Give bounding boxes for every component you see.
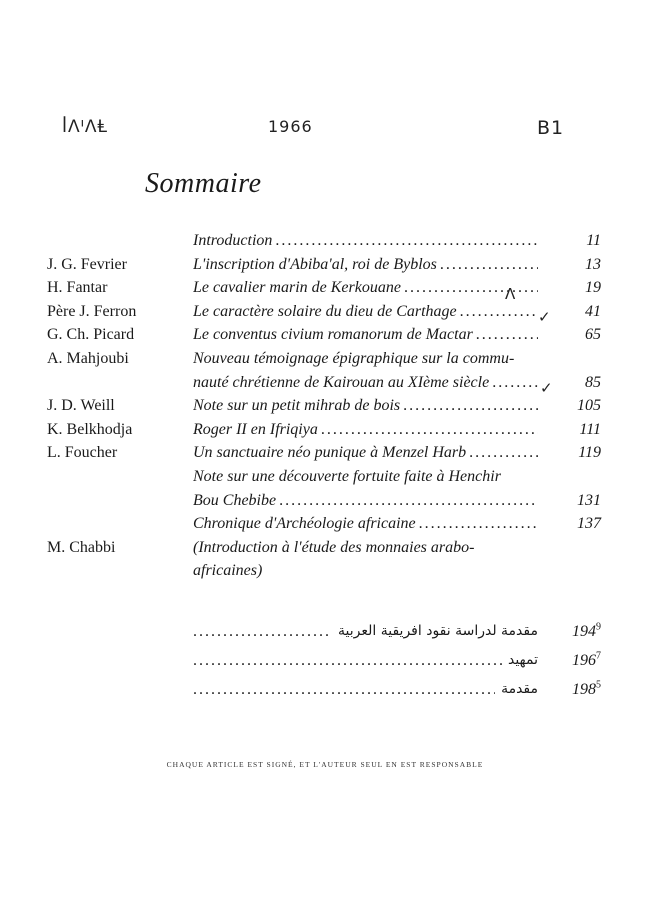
- toc-title: [193, 229, 538, 252]
- toc-page-number-alt: 5: [596, 679, 601, 691]
- toc-leader-dots: [193, 649, 502, 672]
- footer-note: CHAQUE ARTICLE EST SIGNÉ, ET L'AUTEUR SEUL EN EST RESPONSABLE: [166, 760, 484, 769]
- toc-page-number-main: 198: [572, 681, 596, 698]
- toc-page-number: 137: [577, 515, 601, 533]
- toc-page-number: [572, 678, 601, 701]
- toc-title: [193, 300, 538, 323]
- toc-leader-dots: [279, 489, 538, 512]
- toc-page-number: 119: [578, 444, 601, 462]
- toc-line: [0, 559, 650, 582]
- toc-title-text: Introduction: [193, 232, 273, 249]
- toc-page-number: 65: [585, 326, 601, 344]
- toc-leader-dots: [469, 441, 538, 464]
- toc-page-number: 13: [585, 255, 601, 273]
- toc-author: Père J. Ferron: [47, 302, 137, 320]
- toc-line: [0, 512, 650, 535]
- toc-title: [193, 418, 538, 441]
- toc-title: [193, 465, 538, 488]
- toc-title: [193, 276, 538, 299]
- toc-line: [0, 489, 650, 512]
- handwritten-check-1: ✓: [538, 308, 551, 326]
- toc-title-text: Le conventus civium romanorum de Mactar: [193, 326, 473, 344]
- toc-title: [193, 489, 538, 512]
- toc-title-text: Chronique d'Archéologie africaine: [193, 515, 416, 533]
- toc-leader-dots: [492, 371, 538, 394]
- handwritten-note-left: ꟾ‎ɅᑊɅⱠ: [62, 117, 109, 137]
- handwritten-check-2: ✓: [540, 379, 553, 397]
- toc-title: [193, 394, 538, 417]
- toc-author: G. Ch. Picard: [47, 326, 135, 344]
- toc-arabic-line: [0, 678, 650, 701]
- toc-author: M. Chabbi: [47, 538, 116, 556]
- toc-title: [193, 512, 538, 535]
- toc-leader-dots: [193, 678, 495, 701]
- toc-author: K. Belkhodja: [47, 420, 133, 438]
- toc-arabic-text: مقدمة لدراسة نقود افريقية العربية: [338, 623, 538, 639]
- toc-page-number-main: 194: [572, 623, 596, 640]
- toc-title: [193, 323, 538, 346]
- toc-title-text: Le caractère solaire du dieu de Carthage: [193, 302, 457, 320]
- toc-arabic-line: [0, 620, 650, 643]
- toc-line: [0, 441, 650, 464]
- toc-author: J. D. Weill: [47, 397, 115, 415]
- toc-leader-dots: [403, 394, 538, 417]
- toc-line: [0, 229, 650, 252]
- toc-page-number-alt: 9: [596, 621, 601, 633]
- toc-arabic-title: [193, 649, 538, 672]
- toc-arabic-text: مقدمة: [501, 681, 538, 697]
- toc-title-text: Roger II en Ifriqiya: [193, 420, 318, 438]
- toc-title: [193, 559, 538, 582]
- toc-title-text: Note sur une découverte fortuite faite à Henchir: [193, 468, 501, 485]
- toc-author: J. G. Fevrier: [47, 255, 127, 273]
- handwritten-note-right: B1: [537, 117, 565, 139]
- toc-line: [0, 253, 650, 276]
- toc-page-number: 111: [579, 420, 601, 438]
- toc-title: [193, 347, 538, 370]
- toc-page-number: [572, 620, 601, 643]
- toc-page-number: 11: [586, 232, 601, 249]
- toc-page-number-alt: 7: [596, 650, 601, 662]
- toc-title-text: africaines): [193, 562, 263, 580]
- toc-arabic-line: [0, 649, 650, 672]
- toc-arabic-title: [193, 620, 538, 643]
- toc-page-number: [572, 649, 601, 672]
- toc-page-number-main: 196: [572, 652, 596, 669]
- toc-page-number: 85: [585, 373, 601, 391]
- toc-page-number: 105: [577, 397, 601, 415]
- toc-line: [0, 276, 650, 299]
- toc-line: [0, 394, 650, 417]
- toc-title-text: Un sanctuaire néo punique à Menzel Harb: [193, 444, 467, 462]
- toc-title-text: Bou Chebibe: [193, 491, 277, 509]
- toc-title: [193, 536, 538, 559]
- handwritten-year: 1966: [268, 117, 313, 136]
- toc-arabic-title: [193, 678, 538, 701]
- toc-title-text: nauté chrétienne de Kairouan au XIème siècle: [193, 373, 490, 391]
- toc-title-text: Nouveau témoignage épigraphique sur la commu-: [193, 350, 515, 367]
- toc-leader-dots: [460, 300, 538, 323]
- toc-page-number: 41: [585, 302, 601, 320]
- toc-author: A. Mahjoubi: [47, 350, 129, 367]
- toc-leader-dots: [321, 418, 538, 441]
- toc-title-text: Note sur un petit mihrab de bois: [193, 397, 401, 415]
- toc-leader-dots: [419, 512, 538, 535]
- toc-title: [193, 441, 538, 464]
- toc-leader-dots: [404, 276, 538, 299]
- toc-line: [0, 418, 650, 441]
- toc-arabic-text: تمهيد: [507, 652, 538, 668]
- toc-page-number: 131: [577, 491, 601, 509]
- page-title: Sommaire: [145, 168, 262, 199]
- toc-leader-dots: [476, 323, 538, 346]
- toc-title: [193, 371, 538, 394]
- toc-leader-dots: [193, 620, 332, 643]
- handwritten-mark-1: Λ: [505, 285, 516, 303]
- toc-title-text: Le cavalier marin de Kerkouane: [193, 279, 401, 297]
- toc-leader-dots: [275, 229, 538, 252]
- toc-line: [0, 347, 650, 370]
- toc-title-text: (Introduction à l'étude des monnaies arabo-: [193, 538, 475, 556]
- toc-title: [193, 253, 538, 276]
- toc-line: [0, 300, 650, 323]
- toc-line: [0, 465, 650, 488]
- toc-author: H. Fantar: [47, 279, 108, 297]
- toc-page-number: 19: [585, 279, 601, 297]
- toc-line: [0, 323, 650, 346]
- toc-leader-dots: [440, 253, 538, 276]
- toc-line: [0, 536, 650, 559]
- toc-author: L. Foucher: [47, 444, 118, 462]
- toc-title-text: L'inscription d'Abiba'al, roi de Byblos: [193, 255, 437, 273]
